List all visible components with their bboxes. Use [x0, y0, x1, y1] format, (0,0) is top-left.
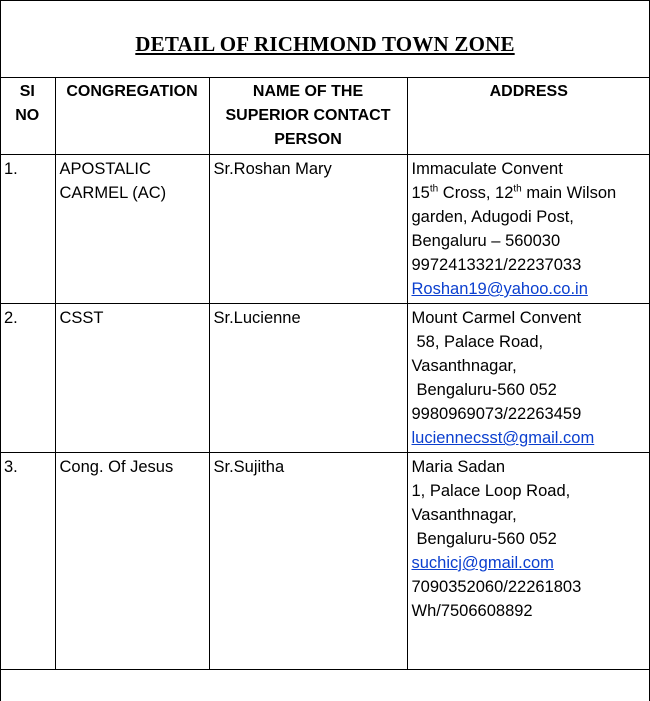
table-row	[0, 155, 650, 304]
document-title: DETAIL OF RICHMOND TOWN ZONE	[135, 32, 515, 56]
cell-number: 3.	[0, 453, 55, 670]
phone-number: 7090352060/22261803	[411, 578, 582, 596]
address-text: Cross, 12	[438, 184, 514, 202]
whatsapp-number: Wh/7506608892	[411, 602, 533, 620]
table-header-row	[0, 78, 650, 155]
table-row	[0, 453, 650, 670]
phone-number: 9980969073/22263459	[411, 405, 582, 423]
cell-number: 2.	[0, 304, 55, 453]
email-link[interactable]: Roshan19@yahoo.co.in	[411, 280, 588, 298]
cell-address	[407, 453, 650, 670]
header-address: ADDRESS	[407, 78, 650, 155]
email-link[interactable]: luciennecsst@gmail.com	[411, 429, 595, 447]
ordinal-suffix: th	[513, 183, 522, 195]
header-si-line1: SI	[19, 83, 35, 100]
cell-congregation: Cong. Of Jesus	[55, 453, 209, 670]
header-congregation: CONGREGATION	[55, 78, 209, 155]
cell-address	[407, 155, 650, 304]
cell-address	[407, 304, 650, 453]
address-line: 1, Palace Loop Road,	[411, 482, 571, 500]
address-line: Vasanthnagar,	[411, 506, 517, 524]
email-link[interactable]: suchicj@gmail.com	[411, 554, 554, 572]
address-text: 15	[411, 184, 430, 202]
phone-number: 9972413321/22237033	[411, 256, 582, 274]
address-line: Maria Sadan	[411, 458, 506, 476]
cell-superior: Sr.Roshan Mary	[209, 155, 407, 304]
address-line: Vasanthnagar,	[411, 357, 517, 375]
address-line: Mount Carmel Convent	[411, 309, 582, 327]
address-line: Bengaluru-560 052	[416, 381, 557, 399]
address-line: Immaculate Convent	[411, 160, 563, 178]
cell-congregation: APOSTALIC CARMEL (AC)	[55, 155, 209, 304]
cell-superior: Sr.Lucienne	[209, 304, 407, 453]
cell-congregation: CSST	[55, 304, 209, 453]
header-si-line2: NO	[15, 107, 40, 124]
table-row	[0, 304, 650, 453]
address-line: 58, Palace Road,	[416, 333, 544, 351]
address-line: Bengaluru – 560030	[411, 232, 561, 250]
cell-number: 1.	[0, 155, 55, 304]
ordinal-suffix: th	[429, 183, 439, 195]
address-line: Bengaluru-560 052	[416, 530, 557, 548]
address-line	[412, 181, 647, 205]
address-line: garden, Adugodi Post,	[411, 208, 574, 226]
congregation-table	[0, 77, 650, 670]
cell-superior: Sr.Sujitha	[209, 453, 407, 670]
header-superior: NAME OF THE SUPERIOR CONTACT PERSON	[209, 78, 407, 155]
address-text: main Wilson	[521, 184, 617, 202]
header-si-no	[0, 78, 55, 155]
